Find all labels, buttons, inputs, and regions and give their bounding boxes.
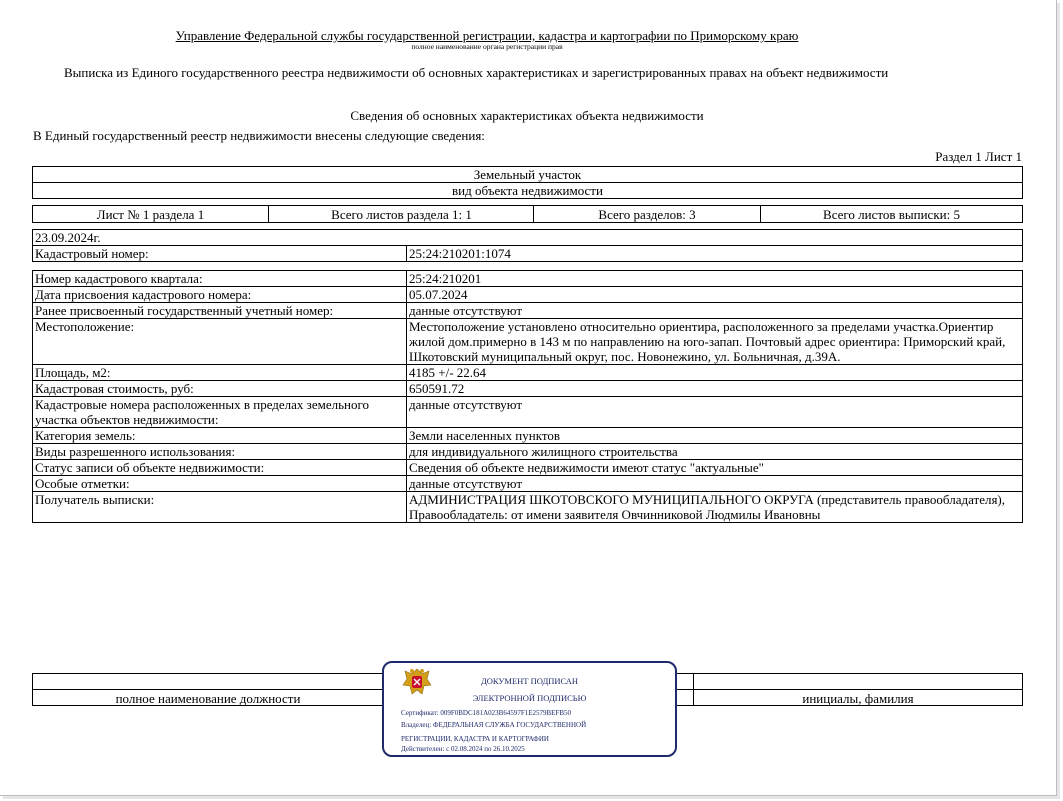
object-type-caption: вид объекта недвижимости xyxy=(452,183,603,198)
stamp-line-1: ДОКУМЕНТ ПОДПИСАН xyxy=(480,676,579,686)
characteristics-table xyxy=(32,270,1023,523)
row-value: 4185 +/- 22.64 xyxy=(407,365,1023,381)
row-value: 25:24:210201 xyxy=(407,271,1023,287)
row-value: данные отсутствуют xyxy=(407,397,1023,428)
table-row xyxy=(33,381,1023,397)
row-label: Виды разрешенного использования: xyxy=(33,444,407,460)
table-row xyxy=(33,287,1023,303)
table-row xyxy=(33,460,1023,476)
cadastral-value: 25:24:210201:1074 xyxy=(407,246,1023,262)
object-type-value: Земельный участок xyxy=(473,167,582,182)
table-row xyxy=(33,444,1023,460)
table-row xyxy=(33,271,1023,287)
total-sheets-extract: Всего листов выписки: 5 xyxy=(823,207,960,222)
sheets-row xyxy=(32,205,1023,223)
table-row xyxy=(33,365,1023,381)
table-row xyxy=(33,476,1023,492)
table-row xyxy=(33,492,1023,523)
electronic-signature-stamp xyxy=(382,661,677,757)
row-label: Статус записи об объекте недвижимости: xyxy=(33,460,407,476)
divider xyxy=(693,673,694,706)
cadastral-label: Кадастровый номер: xyxy=(33,246,407,262)
table-row xyxy=(33,428,1023,444)
row-label: Дата присвоения кадастрового номера: xyxy=(33,287,407,303)
stamp-line-2: ЭЛЕКТРОННОЙ ПОДПИСЬЮ xyxy=(472,693,587,703)
cadastral-row xyxy=(33,246,1023,262)
row-label: Площадь, м2: xyxy=(33,365,407,381)
object-type-caption-cell xyxy=(32,182,1023,199)
position-caption: полное наименование должности xyxy=(115,691,301,706)
date-row xyxy=(33,230,1023,246)
extract-date: 23.09.2024г. xyxy=(33,230,1023,246)
table-row xyxy=(33,397,1023,428)
stamp-certificate: Сертификат: 009F0BDC181A023B64597F1E2579BEFB50 xyxy=(401,709,572,717)
stamp-validity: Действителен: с 02.08.2024 по 26.10.2025 xyxy=(401,745,525,753)
section-title: Сведения об основных характеристиках объекта недвижимости xyxy=(350,108,704,123)
row-label: Получатель выписки: xyxy=(33,492,407,523)
row-value: Земли населенных пунктов xyxy=(407,428,1023,444)
row-label: Ранее присвоенный государственный учетный номер: xyxy=(33,303,407,319)
sheet-number: Лист № 1 раздела 1 xyxy=(96,207,205,222)
total-sheets-section: Всего листов раздела 1: 1 xyxy=(331,207,472,222)
agency-caption: полное наименование органа регистрации прав xyxy=(411,42,563,51)
table-row xyxy=(33,303,1023,319)
intro-text: В Единый государственный реестр недвижимости внесены следующие сведения: xyxy=(33,128,485,143)
header-data-table xyxy=(32,229,1023,262)
row-label: Кадастровые номера расположенных в пределах земельного участка объектов недвижимости: xyxy=(33,397,407,428)
row-value: данные отсутствуют xyxy=(407,476,1023,492)
row-label: Особые отметки: xyxy=(33,476,407,492)
document-title: Выписка из Единого государственного реестра недвижимости об основных характеристиках и зарегистрированных правах на объект недвижимости xyxy=(64,65,889,80)
row-value: Сведения об объекте недвижимости имеют статус "актуальные" xyxy=(407,460,1023,476)
row-value: 05.07.2024 xyxy=(407,287,1023,303)
row-value: для индивидуального жилищного строительства xyxy=(407,444,1023,460)
total-sections: Всего разделов: 3 xyxy=(598,207,696,222)
name-caption: инициалы, фамилия xyxy=(802,691,914,706)
row-value: АДМИНИСТРАЦИЯ ШКОТОВСКОГО МУНИЦИПАЛЬНОГО ОКРУГА (представитель правообладателя), Правообладатель: от имени заявителя Овчинниковой Людмилы Ивановны xyxy=(407,492,1023,523)
stamp-owner-cont: РЕГИСТРАЦИИ, КАДАСТРА И КАРТОГРАФИИ xyxy=(401,735,549,743)
table-row xyxy=(33,319,1023,365)
row-value: 650591.72 xyxy=(407,381,1023,397)
row-value: Местоположение установлено относительно ориентира, расположенного за пределами участка.Ориентир жилой дом.примерно в 143 м по направлению на юго-запап. Почтовый адрес ориентира: Приморский край, Шкотовский муниципальный округ, пос. Новонежино, ул. Больничная, д.39А. xyxy=(407,319,1023,365)
page-reference: Раздел 1 Лист 1 xyxy=(935,149,1022,164)
row-label: Номер кадастрового квартала: xyxy=(33,271,407,287)
row-value: данные отсутствуют xyxy=(407,303,1023,319)
row-label: Категория земель: xyxy=(33,428,407,444)
row-label: Кадастровая стоимость, руб: xyxy=(33,381,407,397)
object-type xyxy=(32,166,1023,183)
row-label: Местоположение: xyxy=(33,319,407,365)
agency-name: Управление Федеральной службы государственной регистрации, кадастра и картографии по Приморскому краю xyxy=(175,28,799,43)
stamp-owner: Владелец: ФЕДЕРАЛЬНАЯ СЛУЖБА ГОСУДАРСТВЕННОЙ xyxy=(401,721,587,729)
